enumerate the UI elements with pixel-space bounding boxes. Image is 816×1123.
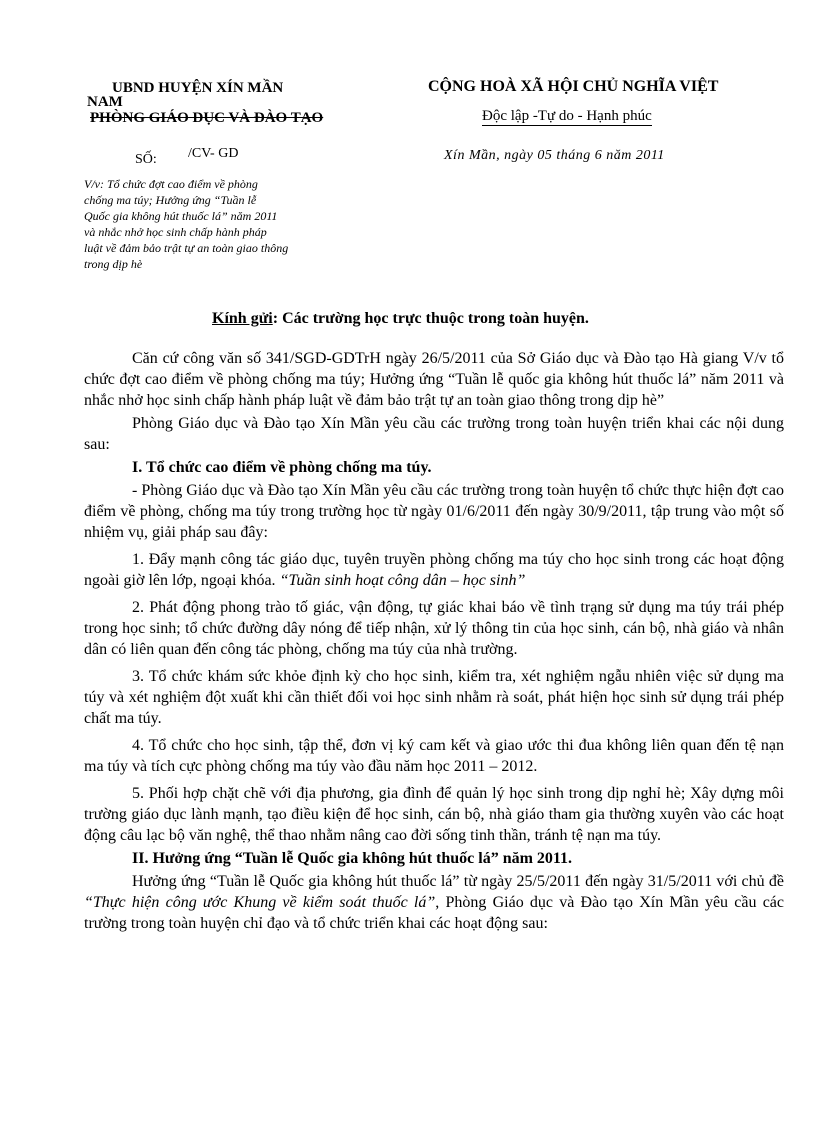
list-item-1-text: 1. Đẩy mạnh công tác giáo dục, tuyên truyền phòng chống ma túy cho học sinh trong các hoạt động ngoài giờ lên lớp, ngoại khóa. [84,551,784,589]
subject-line: và nhắc nhở học sinh chấp hành pháp [84,225,267,239]
issuer-department [90,110,323,127]
subject-block [84,176,354,272]
list-item-1-italic: “Tuần sinh hoạt công dân – học sinh” [279,572,526,589]
section-heading-2: II. Hưởng ứng “Tuần lễ Quốc gia không hút thuốc lá” năm 2011. [132,850,573,867]
paragraph-section-2-intro [84,871,784,934]
paragraph-section-2-a: Hưởng ứng “Tuần lễ Quốc gia không hút thuốc lá” từ ngày 25/5/2011 đến ngày 31/5/2011 với chủ đề [132,873,784,890]
paragraph-request: Phòng Giáo dục và Đào tạo Xín Mần yêu cầu các trường trong toàn huyện triển khai các nội dung sau: [84,415,784,453]
recipient-line [212,310,589,328]
subject-line: Quốc gia không hút thuốc lá” năm 2011 [84,209,278,223]
recipient-text: : Các trường học trực thuộc trong toàn huyện. [272,310,589,327]
issuer-department-text: PHÒNG GIÁO DỤC VÀ ĐÀO TẠO [90,110,324,126]
subject-line: V/v: Tổ chức đợt cao điểm về phòng [84,177,258,191]
paragraph-section-1-intro: - Phòng Giáo dục và Đào tạo Xín Mần yêu cầu các trường trong toàn huyện tổ chức thực hiện đợt cao điểm về phòng, chống ma túy trong trường học từ ngày 01/6/2011 đến ngày 30/9/2011, tập trung vào một số nhiệm vụ, giải pháp sau đây: [84,482,784,541]
issuer-line-2: NAM [87,94,123,110]
list-item-5: 5. Phối hợp chặt chẽ với địa phương, gia đình để quản lý học sinh trong dịp nghỉ hè; Xây dựng môi trường giáo dục lành mạnh, tạo điều kiện để học sinh, cán bộ, nhà giáo tham gia thường xuyên vào các hoạt động câu lạc bộ văn nghệ, thể thao nhằm nâng cao đời sống tinh thần, tránh tệ nạn ma túy. [84,785,784,844]
list-item-3: 3. Tổ chức khám sức khỏe định kỳ cho học sinh, kiểm tra, xét nghiệm ngẫu nhiên việc sử dụng ma túy và xét nghiệm đột xuất khi cần thiết đối voi học sinh nhằm rà soát, phát hiện học sinh sử dụng trái phép chất ma túy. [84,668,784,727]
list-item-4: 4. Tổ chức cho học sinh, tập thể, đơn vị ký cam kết và giao ước thi đua không liên quan đến tệ nạn ma túy và tích cực phòng chống ma túy vào đầu năm học 2011 – 2012. [84,737,784,775]
list-item-1 [84,549,784,591]
document-body [84,348,784,936]
document-date: Xín Mần, ngày 05 tháng 6 năm 2011 [444,148,665,163]
document-number: /CV- GD [188,146,239,161]
subject-line: luật về đảm bảo trật tự an toàn giao thông [84,241,289,255]
subject-line: chống ma túy; Hưởng ứng “Tuần lễ [84,193,257,207]
paragraph-section-2-b: , Phòng Giáo dục và Đào tạo Xín Mần yêu cầu các trường trong toàn huyện chỉ đạo và tổ chức triển khai các hoạt động sau: [84,894,784,932]
paragraph-basis: Căn cứ công văn số 341/SGD-GDTrH ngày 26/5/2011 của Sở Giáo dục và Đào tạo Hà giang V/v tổ chức đợt cao điểm về phòng chống ma túy; Hưởng ứng “Tuần lễ quốc gia không hút thuốc lá” năm 2011 và nhắc nhở học sinh chấp hành pháp luật về đảm bảo trật tự an toàn giao thông trong dịp hè” [84,350,784,409]
national-motto [482,108,652,125]
section-heading-1: I. Tổ chức cao điểm về phòng chống ma túy. [132,459,432,476]
national-motto-text: Độc lập -Tự do - Hạnh phúc [482,108,652,124]
paragraph-section-2-italic: “Thực hiện công ước Khung về kiểm soát thuốc lá” [84,894,436,911]
national-title: CỘNG HOÀ XÃ HỘI CHỦ NGHĨA VIỆT [428,78,719,95]
list-item-2: 2. Phát động phong trào tố giác, vận động, tự giác khai báo về tình trạng sử dụng ma túy trái phép trong học sinh; tổ chức đường dây nóng để tiếp nhận, xử lý thông tin của học sinh, cán bộ, nhà giáo và nhân dân có liên quan đến công tác phòng, chống ma túy của nhà trường. [84,599,784,658]
recipient-label: Kính gửi [212,310,273,327]
document-number-label: SỐ: [135,152,157,167]
issuer-line-1: UBND HUYỆN XÍN MẦN [112,80,284,96]
subject-line: trong dịp hè [84,257,143,271]
